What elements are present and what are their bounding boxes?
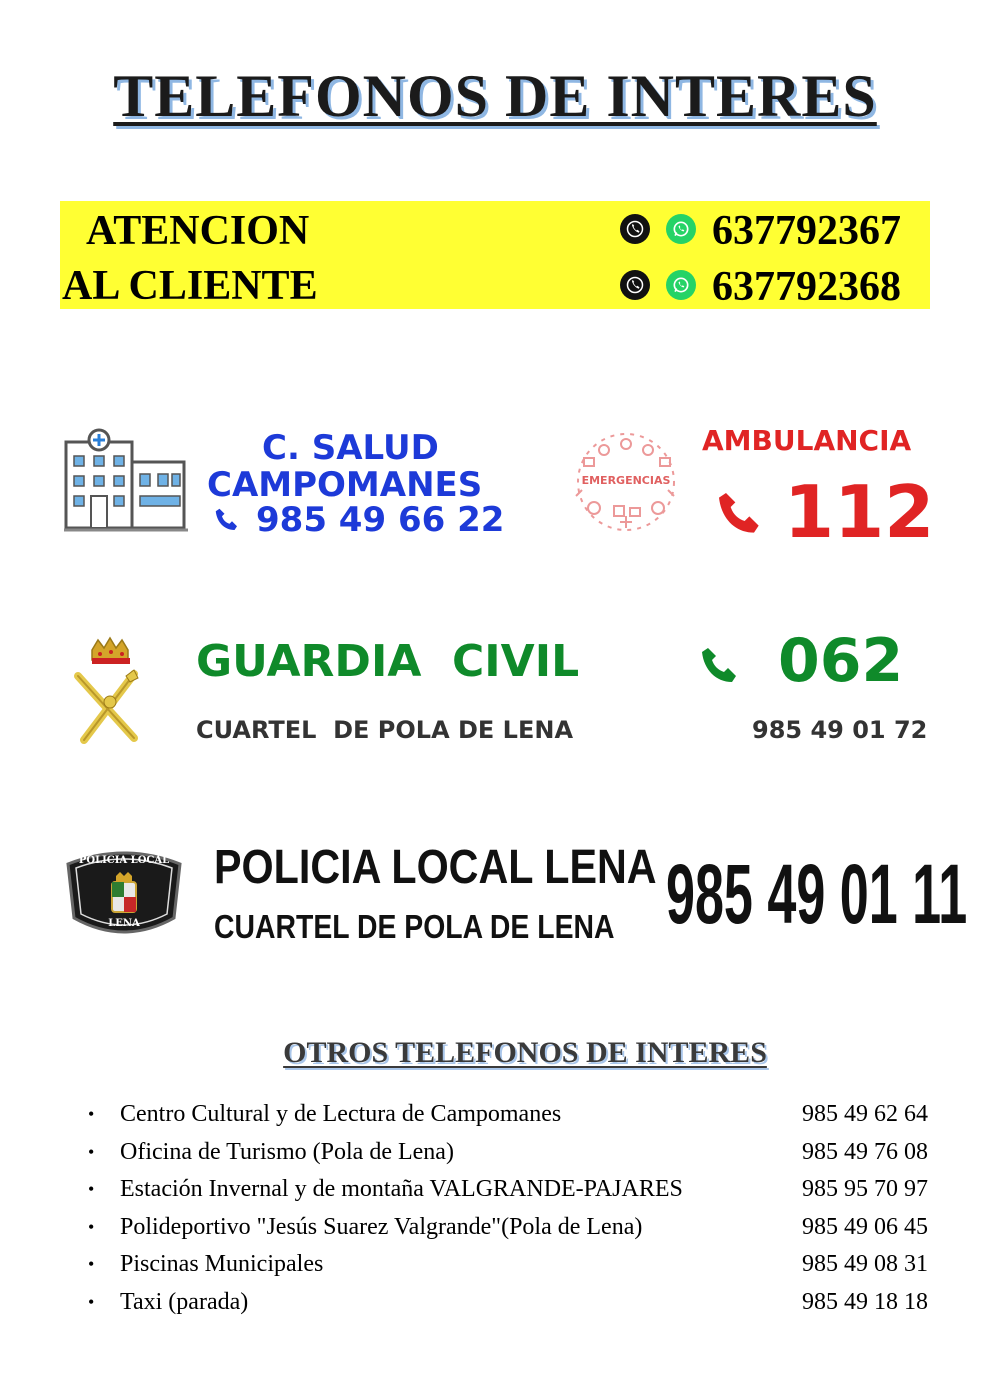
hospital-building-icon	[64, 428, 188, 541]
list-item-phone[interactable]: 985 49 62 64	[802, 1101, 928, 1128]
whatsapp-icon	[666, 214, 696, 244]
policia-local-subtitle: CUARTEL DE POLA DE LENA	[214, 908, 615, 945]
ambulance-phone[interactable]: 112	[784, 470, 935, 554]
list-item	[88, 1209, 928, 1247]
list-item	[88, 1246, 928, 1284]
other-phones-list	[88, 1096, 928, 1321]
bullet: •	[88, 1179, 95, 1200]
list-item-phone[interactable]: 985 49 06 45	[802, 1213, 928, 1240]
health-center-name-line1: C. SALUD	[262, 428, 439, 468]
list-item-name: Polideportivo "Jesús Suarez Valgrande"(Pola de Lena)	[120, 1213, 643, 1240]
phone-icon	[712, 486, 768, 547]
emergency-emblem-label: EMERGENCIAS	[581, 474, 671, 487]
whatsapp-icon	[666, 270, 696, 300]
health-center-phone[interactable]: 985 49 66 22	[256, 500, 505, 540]
list-item-name: Oficina de Turismo (Pola de Lena)	[120, 1138, 454, 1165]
guardia-civil-subtitle: CUARTEL DE POLA DE LENA	[196, 716, 574, 744]
bullet: •	[88, 1104, 95, 1125]
phone-call-icon	[620, 214, 650, 244]
policia-local-title: POLICIA LOCAL LENA	[214, 841, 657, 894]
phone-icon	[696, 642, 744, 695]
guardia-civil-phone-long[interactable]: 985 49 01 72	[752, 716, 928, 744]
list-item-name: Centro Cultural y de Lectura de Campomanes	[120, 1101, 562, 1128]
guardia-civil-phone-short[interactable]: 062	[778, 626, 904, 696]
badge-top-text: POLICIA LOCAL	[78, 855, 170, 866]
guardia-civil-title: GUARDIA CIVIL	[196, 636, 580, 687]
customer-service-phone-1[interactable]: 637792367	[712, 208, 901, 254]
list-item-phone[interactable]: 985 49 76 08	[802, 1138, 928, 1165]
list-item-name: Taxi (parada)	[120, 1288, 249, 1315]
bullet: •	[88, 1254, 95, 1275]
bullet: •	[88, 1141, 95, 1162]
guardia-civil-crest-icon	[70, 636, 150, 753]
list-item	[88, 1284, 928, 1322]
customer-service-label-line1: ATENCION	[86, 208, 310, 254]
list-item-name: Piscinas Municipales	[120, 1251, 324, 1278]
phone-icon	[212, 505, 242, 540]
phone-row-2	[620, 270, 696, 300]
badge-bottom-text: LENA	[108, 918, 140, 929]
policia-local-phone[interactable]: 985 49 01 11	[666, 847, 968, 941]
bullet: •	[88, 1216, 95, 1237]
health-center-name-line2: CAMPOMANES	[207, 465, 483, 505]
phone-row-1	[620, 214, 696, 244]
list-item	[88, 1171, 928, 1209]
customer-service-label-line2: AL CLIENTE	[62, 263, 318, 309]
other-phones-heading: OTROS TELEFONOS DE INTERES	[283, 1036, 767, 1069]
page-title: TELEFONOS DE INTERES	[113, 63, 877, 129]
list-item-phone[interactable]: 985 49 18 18	[802, 1288, 928, 1315]
ambulance-label: AMBULANCIA	[702, 424, 912, 457]
list-item-name: Estación Invernal y de montaña VALGRANDE-PAJARES	[120, 1176, 683, 1203]
list-item	[88, 1096, 928, 1134]
customer-service-phone-2[interactable]: 637792368	[712, 264, 901, 310]
phone-call-icon	[620, 270, 650, 300]
bullet: •	[88, 1291, 95, 1312]
list-item-phone[interactable]: 985 49 08 31	[802, 1251, 928, 1278]
list-item	[88, 1134, 928, 1172]
list-item-phone[interactable]: 985 95 70 97	[802, 1176, 928, 1203]
